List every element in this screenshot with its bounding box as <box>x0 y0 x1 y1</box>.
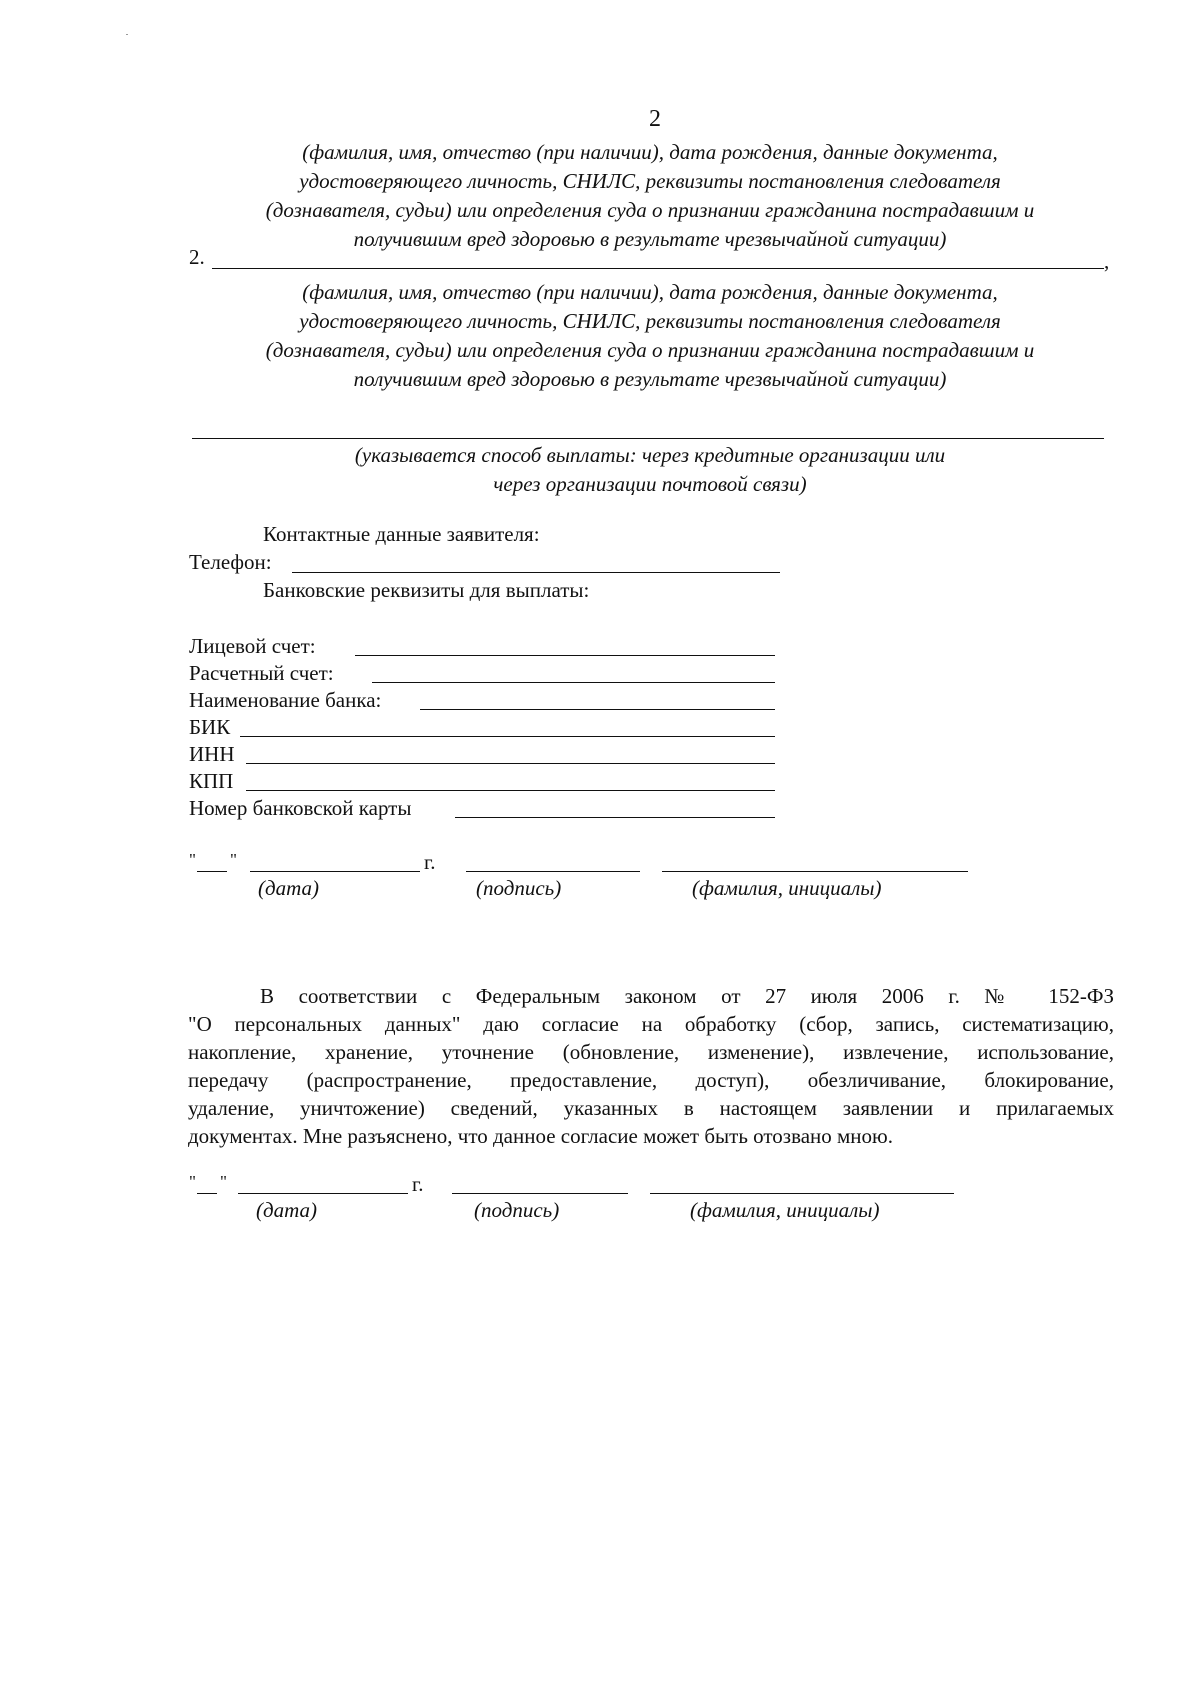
page-number: 2 <box>649 106 661 132</box>
date-field-2[interactable] <box>238 1193 408 1194</box>
consent-line: "О персональных данных" даю согласие на обработку (сбор, запись, систематизацию, <box>188 1012 1114 1036</box>
phone-label: Телефон: <box>189 550 272 574</box>
caption-line: получившим вред здоровью в результате чрезвычайной ситуации) <box>353 227 947 251</box>
bik-field[interactable] <box>240 736 775 737</box>
kpp-label: КПП <box>189 769 234 793</box>
bank-name-field[interactable] <box>420 709 775 710</box>
item-2-number: 2. <box>189 245 205 269</box>
caption-line: (дознавателя, судьи) или определения суда о признании гражданина пострадавшим и <box>265 338 1035 362</box>
quote-open: " <box>189 850 196 869</box>
consent-line: передачу (распространение, предоставление, доступ), обезличивание, блокирование, <box>188 1068 1114 1092</box>
item-2-comma: , <box>1104 249 1110 273</box>
account-field[interactable] <box>355 655 775 656</box>
quote-close-2: " <box>220 1172 227 1191</box>
consent-line: удаление, уничтожение) сведений, указанных в настоящем заявлении и прилагаемых <box>188 1096 1114 1120</box>
card-number-field[interactable] <box>455 817 775 818</box>
caption-line: удостоверяющего личность, СНИЛС, реквизиты постановления следователя <box>299 309 1001 333</box>
account-label: Лицевой счет: <box>189 634 316 658</box>
caption-line: (фамилия, имя, отчество (при наличии), дата рождения, данные документа, <box>302 140 998 164</box>
date-field[interactable] <box>250 871 420 872</box>
name-field-2[interactable] <box>650 1193 954 1194</box>
bank-name-label: Наименование банка: <box>189 688 382 712</box>
year-suffix-2: г. <box>412 1172 424 1196</box>
victim-caption-1 <box>180 138 1120 254</box>
day-field[interactable] <box>197 871 227 872</box>
consent-paragraph <box>188 982 1114 1150</box>
payment-method-field[interactable] <box>192 438 1104 439</box>
phone-field[interactable] <box>292 572 780 573</box>
contacts-heading: Контактные данные заявителя: <box>263 522 540 546</box>
date-caption-2: (дата) <box>256 1198 318 1222</box>
bank-heading: Банковские реквизиты для выплаты: <box>263 578 590 602</box>
caption-line: получившим вред здоровью в результате чрезвычайной ситуации) <box>353 367 947 391</box>
day-field-2[interactable] <box>197 1193 217 1194</box>
quote-close: " <box>230 850 237 869</box>
name-caption-2: (фамилия, инициалы) <box>690 1198 880 1222</box>
caption-line: (фамилия, имя, отчество (при наличии), дата рождения, данные документа, <box>302 280 998 304</box>
victim-caption-2 <box>180 278 1120 394</box>
signature-caption-2: (подпись) <box>474 1198 560 1222</box>
settlement-account-field[interactable] <box>372 682 775 683</box>
signature-field-2[interactable] <box>452 1193 628 1194</box>
caption-line: (дознавателя, судьи) или определения суда о признании гражданина пострадавшим и <box>265 198 1035 222</box>
scan-speck <box>126 34 128 35</box>
year-suffix: г. <box>424 850 436 874</box>
card-number-label: Номер банковской карты <box>189 796 412 820</box>
inn-field[interactable] <box>246 763 775 764</box>
consent-line: накопление, хранение, уточнение (обновление, изменение), извлечение, использование, <box>188 1040 1114 1064</box>
signature-field[interactable] <box>466 871 640 872</box>
caption-line: через организации почтовой связи) <box>493 472 807 496</box>
date-caption: (дата) <box>258 876 320 900</box>
payment-caption <box>180 441 1120 499</box>
bik-label: БИК <box>189 715 231 739</box>
quote-open-2: " <box>189 1172 196 1191</box>
consent-line: документах. Мне разъяснено, что данное согласие может быть отозвано мною. <box>188 1124 893 1148</box>
caption-line: (указывается способ выплаты: через кредитные организации или <box>354 443 946 467</box>
settlement-account-label: Расчетный счет: <box>189 661 334 685</box>
signature-caption: (подпись) <box>476 876 562 900</box>
kpp-field[interactable] <box>246 790 775 791</box>
name-field[interactable] <box>662 871 968 872</box>
inn-label: ИНН <box>189 742 235 766</box>
consent-line: В соответствии с Федеральным законом от 27 июля 2006 г. № 152-ФЗ <box>260 984 1114 1008</box>
victim-2-field[interactable] <box>212 268 1104 269</box>
caption-line: удостоверяющего личность, СНИЛС, реквизиты постановления следователя <box>299 169 1001 193</box>
name-caption: (фамилия, инициалы) <box>692 876 882 900</box>
